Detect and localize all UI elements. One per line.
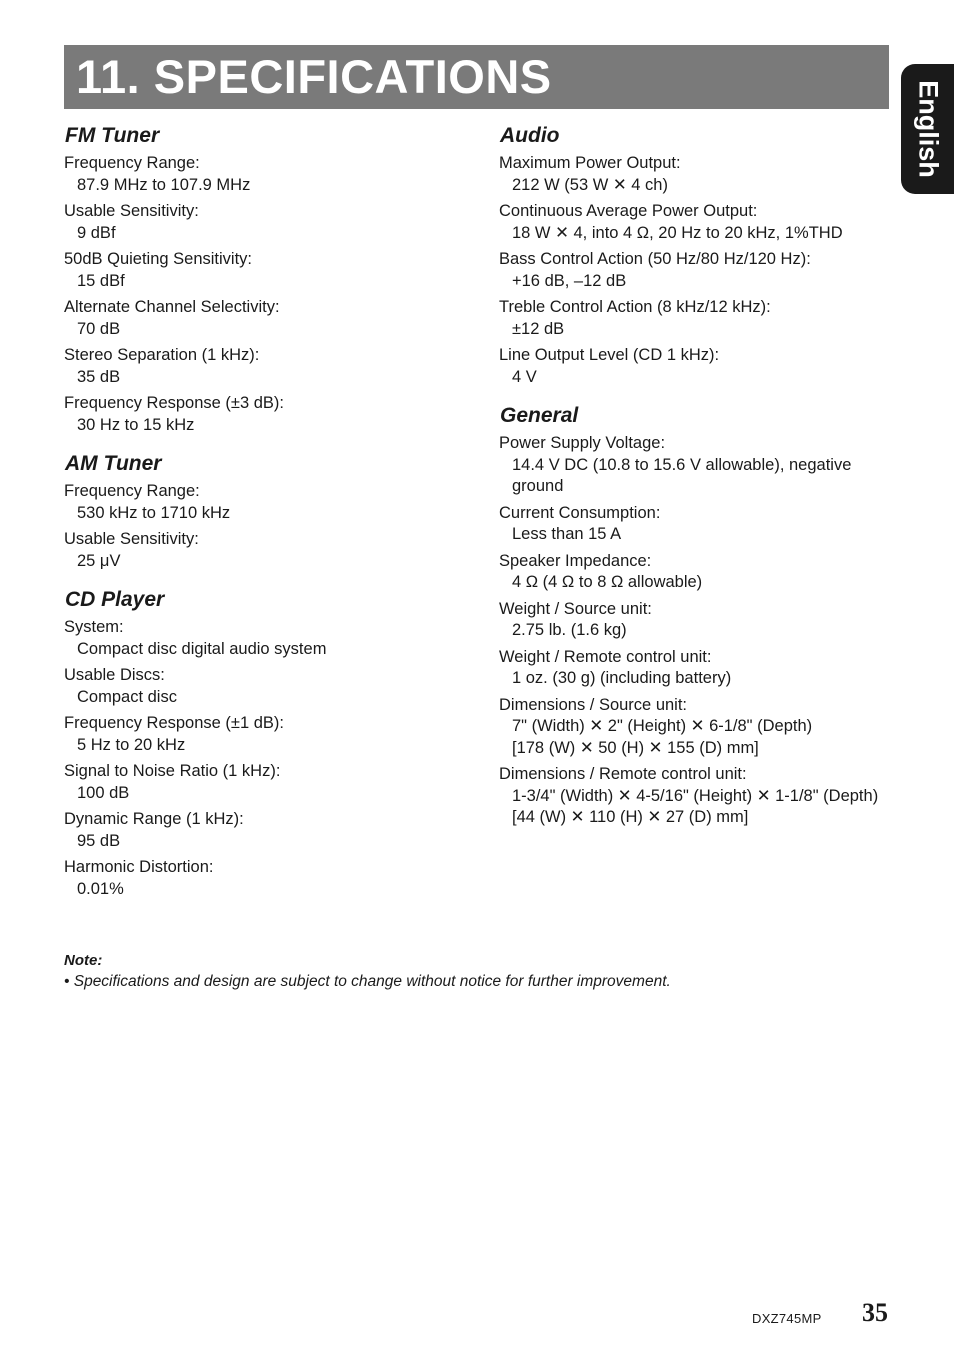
spec-label: System: — [64, 618, 124, 636]
spec-item — [64, 153, 474, 196]
page-number: 35 — [862, 1298, 888, 1327]
spec-item — [64, 529, 474, 572]
spec-value: Less than 15 A — [512, 525, 622, 543]
spec-label: Frequency Response (±1 dB): — [64, 714, 284, 732]
spec-label: Frequency Range: — [64, 482, 200, 500]
page-title: 11. SPECIFICATIONS — [76, 50, 552, 103]
spec-item — [499, 503, 899, 546]
section-heading: FM Tuner — [65, 124, 160, 147]
spec-section — [64, 122, 474, 436]
spec-label: Harmonic Distortion: — [64, 858, 214, 876]
spec-value: 14.4 V DC (10.8 to 15.6 V allowable), negative ground — [512, 455, 852, 495]
section-heading: CD Player — [65, 588, 165, 611]
spec-value: 70 dB — [77, 319, 121, 338]
spec-item — [64, 809, 474, 852]
spec-value: 15 dBf — [77, 271, 125, 290]
spec-label: Line Output Level (CD 1 kHz): — [499, 346, 720, 364]
section-heading: General — [500, 404, 579, 427]
spec-label: Speaker Impedance: — [499, 551, 652, 570]
spec-item — [499, 764, 899, 829]
spec-item — [499, 345, 899, 388]
spec-label: Current Consumption: — [499, 503, 661, 522]
spec-section — [64, 586, 474, 900]
spec-label: Maximum Power Output: — [499, 154, 681, 172]
spec-label: 50dB Quieting Sensitivity: — [64, 250, 253, 268]
spec-value: +16 dB, –12 dB — [512, 271, 627, 290]
spec-value: Compact disc — [77, 687, 177, 706]
spec-item — [499, 201, 899, 244]
spec-value: 5 Hz to 20 kHz — [77, 735, 186, 754]
spec-section — [499, 122, 899, 388]
spec-label: Frequency Response (±3 dB): — [64, 394, 284, 412]
spec-item — [499, 695, 899, 760]
spec-value: 0.01% — [77, 879, 124, 898]
spec-item — [64, 665, 474, 708]
spec-section — [499, 402, 899, 829]
spec-item — [64, 713, 474, 756]
spec-item — [64, 201, 474, 244]
language-tab-label: English — [913, 80, 943, 178]
section-heading: Audio — [500, 124, 560, 147]
spec-label: Power Supply Voltage: — [499, 434, 666, 452]
spec-label: Signal to Noise Ratio (1 kHz): — [64, 762, 281, 780]
spec-item — [499, 599, 899, 642]
spec-label: Alternate Channel Selectivity: — [64, 298, 280, 316]
spec-label: Weight / Source unit: — [499, 599, 652, 618]
spec-label: Bass Control Action (50 Hz/80 Hz/120 Hz): — [499, 250, 811, 268]
spec-value: 95 dB — [77, 831, 121, 850]
spec-label: Usable Sensitivity: — [64, 202, 199, 220]
spec-label: Usable Sensitivity: — [64, 530, 199, 548]
spec-label: Continuous Average Power Output: — [499, 202, 758, 220]
spec-value: 1-3/4" (Width) ✕ 4-5/16" (Height) ✕ 1-1/8" (Depth) [44 (W) ✕ 110 (H) ✕ 27 (D) mm] — [512, 786, 879, 826]
model-number: DXZ745MP — [752, 1311, 822, 1326]
spec-value: 4 Ω (4 Ω to 8 Ω allowable) — [512, 573, 703, 591]
spec-label: Treble Control Action (8 kHz/12 kHz): — [499, 298, 771, 316]
title-bar — [64, 45, 889, 109]
spec-value: 4 V — [512, 367, 537, 386]
section-heading: AM Tuner — [65, 452, 162, 475]
note — [64, 950, 884, 992]
spec-label: Dimensions / Source unit: — [499, 695, 688, 714]
spec-value: 25 μV — [77, 551, 121, 570]
spec-item — [499, 153, 899, 196]
spec-value: 2.75 lb. (1.6 kg) — [512, 621, 627, 639]
spec-value: 87.9 MHz to 107.9 MHz — [77, 175, 251, 194]
spec-item — [64, 617, 474, 660]
note-text: • Specifications and design are subject to change without notice for further improvement. — [64, 973, 671, 990]
spec-value: 18 W ✕ 4, into 4 Ω, 20 Hz to 20 kHz, 1%THD — [512, 223, 843, 242]
spec-label: Stereo Separation (1 kHz): — [64, 346, 260, 364]
spec-value: 212 W (53 W ✕ 4 ch) — [512, 175, 668, 194]
spec-item — [64, 857, 474, 900]
spec-value: 100 dB — [77, 783, 130, 802]
spec-item — [64, 297, 474, 340]
spec-label: Dimensions / Remote control unit: — [499, 765, 747, 783]
spec-item — [64, 761, 474, 804]
right-column — [499, 122, 899, 843]
note-title: Note: — [64, 952, 103, 969]
spec-section — [64, 450, 474, 572]
spec-value: 9 dBf — [77, 223, 116, 242]
spec-value: 30 Hz to 15 kHz — [77, 415, 195, 434]
spec-value: Compact disc digital audio system — [77, 639, 327, 658]
spec-item — [499, 647, 899, 690]
spec-value: 1 oz. (30 g) (including battery) — [512, 669, 732, 687]
spec-value: ±12 dB — [512, 319, 565, 338]
spec-label: Weight / Remote control unit: — [499, 647, 712, 666]
spec-item — [64, 345, 474, 388]
language-tab — [901, 64, 954, 194]
spec-item — [64, 249, 474, 292]
spec-item — [64, 481, 474, 524]
left-column — [64, 122, 474, 914]
spec-item — [499, 433, 899, 498]
spec-label: Dynamic Range (1 kHz): — [64, 810, 244, 828]
spec-label: Usable Discs: — [64, 666, 165, 684]
spec-value: 7" (Width) ✕ 2" (Height) ✕ 6-1/8" (Depth) [178 (W) ✕ 50 (H) ✕ 155 (D) mm] — [512, 717, 813, 757]
spec-value: 530 kHz to 1710 kHz — [77, 503, 231, 522]
spec-label: Frequency Range: — [64, 154, 200, 172]
spec-item — [499, 249, 899, 292]
spec-item — [499, 551, 899, 594]
spec-item — [499, 297, 899, 340]
spec-value: 35 dB — [77, 367, 121, 386]
spec-item — [64, 393, 474, 436]
